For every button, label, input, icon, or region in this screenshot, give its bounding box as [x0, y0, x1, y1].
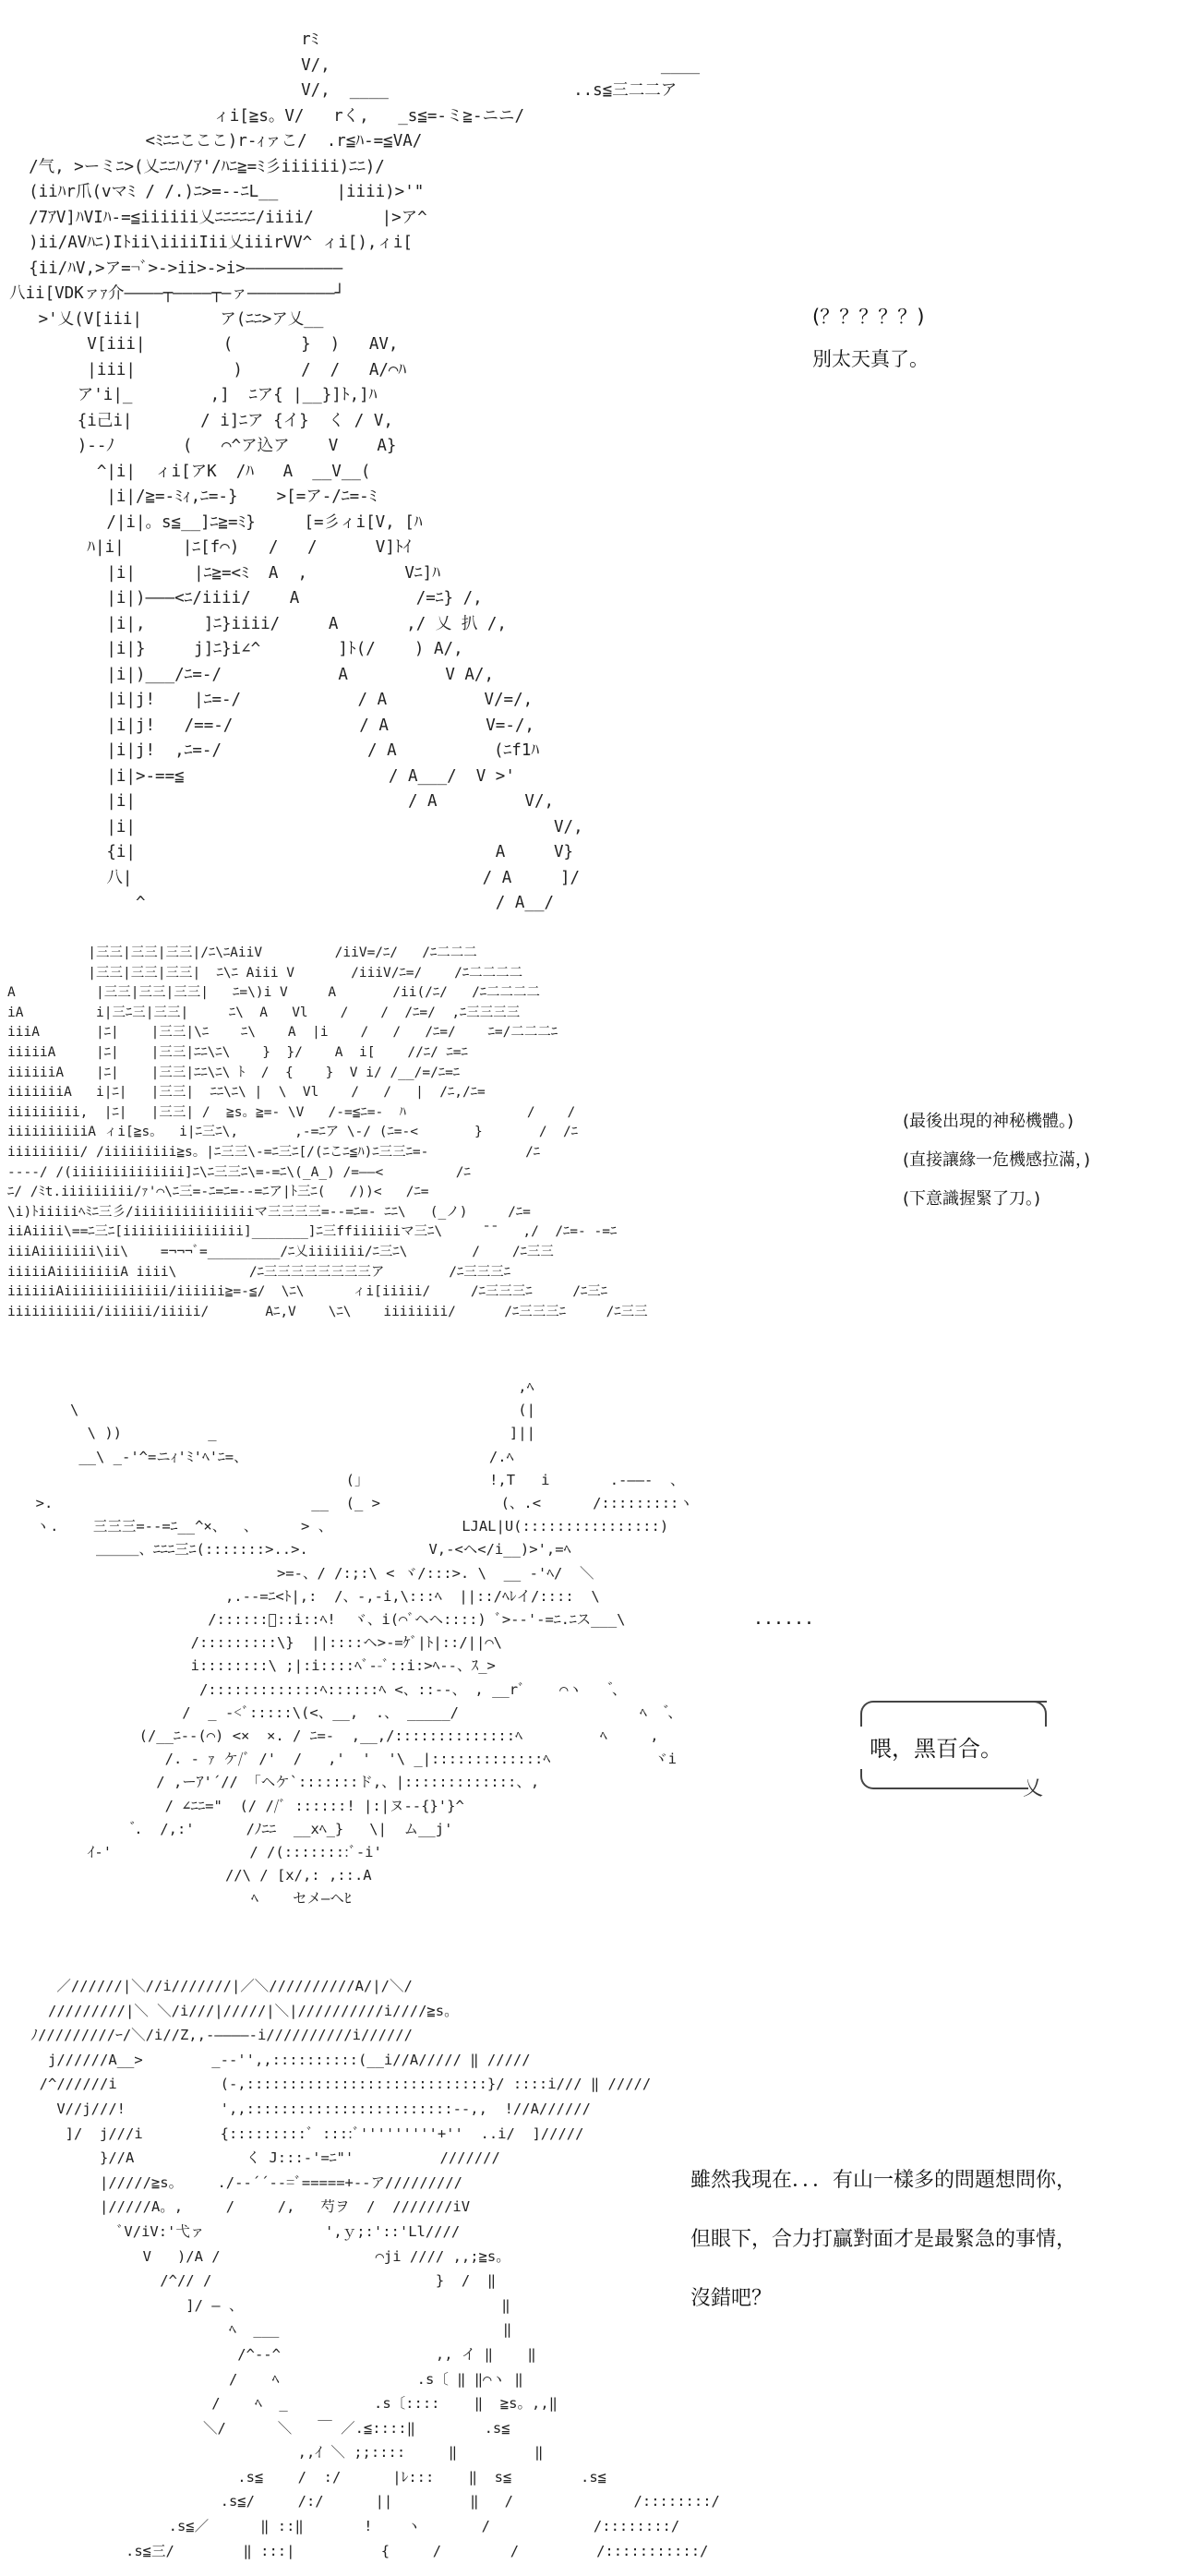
dialog-line: 別太天真了。 [812, 348, 929, 370]
panel-2 [0, 933, 1200, 1357]
bubble-tail-icon: 乂 [1023, 1777, 1044, 1800]
bubble-border-bottom [860, 1769, 1028, 1789]
dialog-block-2 [903, 1102, 1090, 1219]
bubble-border-top-right [1014, 1701, 1047, 1727]
dialog-block-4 [690, 2151, 1076, 2329]
bubble-text: 喂，黑百合。 [870, 1736, 1002, 1762]
dialog-line: (？？？？？) [812, 306, 925, 328]
panel-1 [0, 18, 1200, 933]
panel-4 [0, 1920, 1200, 2576]
dialog-line: (下意識握緊了刀。) [903, 1189, 1041, 1209]
speech-bubble [847, 1701, 1069, 1802]
ascii-art-mecha-closeup: |三三|三三|三三|/ﾆ\ﾆAiiV /iiV=/ﾆ/ /ﾆ二二二 |三三|三三|三三| ﾆ\ﾆ Aiii V /iiiV/ﾆ=/ /ﾆ二二二二 A |三三|三三|三三| ﾆ=\)i V A /ii(/ﾆ/ /ﾆ二二二二 iA i|三ﾆ三|三三| ﾆ\ A Vl / / /ﾆ=/ ,ﾆ三三三三 iiiA |ﾆ| |三三|\ﾆ ﾆ\ A |i / / /ﾆ=/ ﾆ=/二二二ﾆ iiiiiA |ﾆ| |三三|ﾆﾆ\ﾆ\ } }/ A i[ //ﾆ/ ﾆ=ﾆ iiiiiiA |ﾆ| |三三|ﾆﾆ\ﾆ\ ﾄ / { } V i/ /__/=/ﾆ=ﾆ iiiiiiiA i|ﾆ| |三三| ﾆﾆ\ﾆ\ | \ Vl / / | /ﾆ,/ﾆ= iiiiiiiii, |ﾆ| |三三| / ≧s。≧=- \V /-=≦ﾆ=- ﾊ / / iiiiiiiiiiA ィi[≧s。 i|ﾆ三ﾆ\, ,-=ﾆア \-/ (ﾆ=-< } / /ﾆ iiiiiiiii/ /iiiiiiiii≧s。|ﾆ三三\-=ﾆ三ﾆ[/(ﾆこﾆ≦ﾊ)ﾆ三三ﾆ=- /ﾆ ----/ /(iiiiiiiiiiiiii]ﾆ\ﾆ三三ﾆ\=-=ﾆ\(_A_) /=――< /ﾆ ﾆ/ /ﾐt.iiiiiiiii/ｧ'⌒\ﾆ三=-ﾆ=ﾆ=--=ﾆア|ﾄ三ﾆ( /))< /ﾆ= \i)ﾄiiiiiﾍﾐﾆ三彡/iiiiiiiiiiiiiiiマ三三三三=--=ﾆ=- ﾆﾆ\ (_ノ) /ﾆ= iiAiiii\==ﾆ三ﾆ[iiiiiiiiiiiiiii]_______]ﾆ三ffiiiiiiマ三ﾆ\ ̄ ̄ ,/ /ﾆ=- -=ﾆ iiiAiiiiiii\ii\ =¬¬¬ﾞ=_________/ﾆ乂iiiiiii/ﾆ三ﾆ\ / /ﾆ三三 iiiiiAiiiiiiiiA iiii\ /ﾆ三三三三三三三三ア /ﾆ三三三ﾆ iiiiiiAiiiiiiiiiiiii/iiiiii≧=-≦/ \ﾆ\ ィi[iiiii/ /ﾆ三三三ﾆ /ﾆ三ﾆ iiiiiiiiiii/iiiiii/iiiii/ Aﾆ,V \ﾆ\ iiiiiiii/ /ﾆ三三三ﾆ /ﾆ三三 [7, 945, 648, 1319]
ascii-art-mecha-rearing: ,ﾍ \ (| \ )) _ ]|| __\ _-'^=ニｨ'ﾐ'ﾍ'ﾆ=、 /.ﾍ (」 !,T i .-――- 、 >. __ (_ > (、.< /:::::::::ヽ ヽ. 三三三=--=ﾆ__^×、 、 > 、 LJAL|U(::::::::::::::::) ＿＿＿、ﾆﾆﾆ三ﾆ(:::::::>..>. V,-<ヘ</i__)>',=ﾍ >=-、/ /:;:\ < ヾ/:::>. \ __ -'ﾍ/ ＼ ,.--=ﾆ<ﾄ|,: /、-,-i,\:::ﾍ ||::/ﾍﾚイ/:::: \ /::::::ﾞ::i::ﾍ! ヾ、i(⌒ﾞヘヘ::::) ﾞ>--'-=ﾆ.ﾆス___\ /:::::::::\} ||::::ヘ>-=ｹﾞ|ﾄ|::/||⌒\ i::::::::\ ;|:i::::ﾍﾞ--ﾞ::i:>ﾍ--、ｽ_> /:::::::::::::ﾍ::::::ﾍ <、::--、 , __rﾞ ⌒ヽ ゙、 / _ -<ﾞ:::::\(<、__, .、 _____/ ﾍ ゙、 (/__ﾆ--(⌒) <× ×. / ﾆ=- ,__,/::::::::::::::ﾍ ﾍ , /. - ｧ ケ/ﾞ /' / ,' ' '\ _|:::::::::::::ﾍ ヾi / ,ーｱ'´// 「ヘケ`:::::::ド,、|:::::::::::::、, / ∠ﾆﾆ=" (/ //ﾞ ::::::! |:|ヌ--{}'}^ ゙. /,:' /ﾉﾆﾆ __xﾍ_} \| ム__j' ｲ-' / /(::::::::ﾞ-i' //\ / [x/,: ,::.A ﾍ セメ―ヘﾋ [35, 1378, 693, 1908]
dialog-line: 沒錯吧？ [690, 2287, 773, 2310]
ellipsis-sfx: ...... [755, 1607, 816, 1630]
dialog-block-1 [812, 295, 929, 380]
ascii-art-mecha-wreckage: ／//////|＼//i///////|／＼//////////A/|/＼/ /////////|＼ ＼/i///|/////|＼|//////////i////≧s。 ﾉ/////////ｰ/＼/i//Z,,-――――-i//////////i////// j//////A__> _--'',,::::::::::(__i//A///// ‖ ///// /^//////i (-,::::::::::::::::::::::::::::}/ ::::i/// ‖ ///// V//j///! ',,::::::::::::::::::::::::--,, !//A////// ]/ j///i {:::::::::ﾞ ::::ﾞ'''''''''+'' ..i/ ]///// }//A く J:::-'=ﾆ"' /////// |/////≧s。 ./--´´--=ﾞ=====+--ア///////// |/////A。, / /, 芍ヲ / ///////iV ﾞV/iV:'弋ァ ',ｙ;:'::'Ll//// V )/A / ⌒ji //// ,,;≧s。 /^// / } / ‖ ]/ ― 、 ‖ ﾍ ___ ‖ /^--^ ,, イ ‖ ‖ / ﾍ .s〔 ‖ ‖⌒ヽ ‖ / ﾍ _ .s〔:::: ‖ ≧s。,,‖ ＼/ ＼ ￣ ／.≦::::‖ .s≦ ,,ｲ ＼ ;;:::: ‖ ‖ .s≦ / :/ |ﾚ::: ‖ s≦ .s≦ .s≦/ /:/ || ‖ / /::::::::/ .s≦／ ‖ ::‖ ! ヽ / /::::::::/ .s≦三/ ‖ :::| { / / /:::::::::::/ [30, 1978, 720, 2559]
dialog-line: (直接讓緣一危機感拉滿，) [903, 1150, 1091, 1170]
dialog-line: (最後出現的神秘機體。) [903, 1112, 1074, 1131]
ascii-art-mecha-standing: rﾐ V/, ____ V/, ____ ..s≦三二二ア ィi[≧s。V/ rく, _s≦=-ミ≧-ニニ/ <ﾐﾆﾆこここ)r-ｨァこ/ .r≦ﾊ-=≦VA/ /气, >ーミﾆ>(乂ﾆﾆﾊ/ｱ'/ﾊﾆ≧=ﾐ彡iiiiii)ﾆﾆ)/ (iiﾊr爪(vマﾐ / /.)ﾆ>=--ﾆL__ |iiii)>'" /7ｱV]ﾊVIﾊ-=≦iiiiii乂ﾆﾆﾆﾆﾆ/iiii/ |>ア^ )ii/AVﾊﾆ)Iﾄii\iiiiIii乂iiirVV^ ィi[),ィi[ {ii/ﾊV,>ア=¬ﾞ>->ii>->i>―――――――――― 八ii[VDKァｧ介――――┬――――┬―ァ―――――――――┘ >'乂(V[iii| ア(ﾆﾆ>ア乂__ V[iii| ( } ) AV, |iii| ) / / A/⌒ﾊ ア'i|_ ,] ﾆア{ |__}]ﾄ,]ﾊ {i己i| / i]ﾆア {イ} く / V, )--ﾉ ( ⌒^ア込ア V A} ^|i| ィi[アK /ﾊ A __V__( |i|/≧=-ﾐｨ,ﾆ=-} >[=ア-/ﾆ=-ﾐ /|i|。s≦__]ﾆ≧=ﾐ} [=彡ィi[V, [ﾊ ﾊ|i| |ﾆ[f⌒) / / V]ﾄｲ |i| |ﾆ≧=<ﾐ A , Vﾆ]ﾊ |i|)―――<ﾆ/iiii/ A /=ﾆ} /, |i|, ]ﾆ}iiii/ A ,/ 乂 扒 /, |i|} j]ﾆ}i∠^ ]ﾄ(/ ) A/, |i|)___/ﾆ=-/ A V A/, |i|j! |ﾆ=-/ / A V/=/, |i|j! /==-/ / A V=-/, |i|j! ,ﾆ=-/ / A (ﾆf1ﾊ |i|>-==≦ / A___/ V >' |i| / A V/, |i| V/, {i| A V} 八| / A ]/ ^ / A__/ [9, 30, 701, 912]
dialog-line: 雖然我現在．．．有山一樣多的問題想問你， [690, 2169, 1077, 2192]
panel-3 [0, 1357, 1200, 1920]
dialog-line: 但眼下，合力打贏對面才是最緊急的事情， [690, 2228, 1077, 2251]
